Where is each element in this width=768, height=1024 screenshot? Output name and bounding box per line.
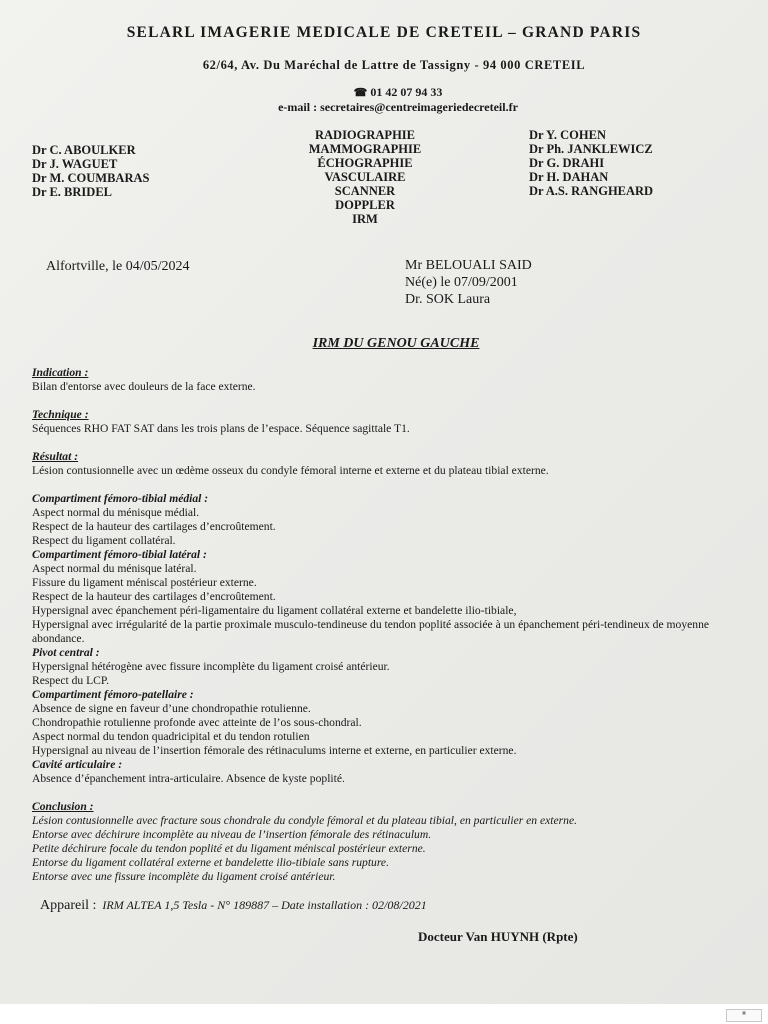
- specialty: ÉCHOGRAPHIE: [317, 156, 413, 170]
- doctor-name: Dr Ph. JANKLEWICZ: [529, 142, 653, 156]
- finding-line: Respect du ligament collatéral.: [32, 534, 176, 547]
- clinic-address: 62/64, Av. Du Maréchal de Lattre de Tassigny - 94 000 CRETEIL: [202, 58, 586, 72]
- section-title: Compartiment fémoro-tibial médial :: [32, 492, 209, 505]
- conclusion-heading: Conclusion :: [32, 800, 94, 813]
- section-title: Pivot central :: [32, 646, 100, 659]
- place-date: Alfortville, le 04/05/2024: [46, 259, 190, 274]
- doctor-name: Dr M. COUMBARAS: [32, 171, 150, 185]
- finding-line: Hypersignal avec irrégularité de la partie proximale musculo-tendineuse du tendon poplité associée à un épanchement péri-tendineux de moyenne abondance.: [32, 618, 710, 645]
- specialties-list: [300, 128, 430, 226]
- specialty: IRM: [352, 212, 378, 226]
- indication-text: Bilan d'entorse avec douleurs de la face externe.: [32, 380, 256, 393]
- result-text: Lésion contusionnelle avec un œdème osseux du condyle fémoral interne et externe et du plateau tibial externe.: [32, 464, 549, 477]
- finding-line: Aspect normal du ménisque latéral.: [32, 562, 197, 575]
- device-label: Appareil :: [40, 898, 97, 913]
- clinic-phone: [0, 85, 768, 100]
- finding-line: Aspect normal du ménisque médial.: [32, 506, 200, 519]
- doctor-name: Dr H. DAHAN: [529, 170, 609, 184]
- doctor-name: Dr Y. COHEN: [529, 128, 606, 142]
- doctor-name: Dr A.S. RANGHEARD: [529, 184, 654, 198]
- finding-line: Hypersignal au niveau de l’insertion fémorale des rétinaculums interne et externe, en particulier externe.: [32, 744, 517, 757]
- specialty: DOPPLER: [335, 198, 395, 212]
- patient-dob: Né(e) le 07/09/2001: [405, 275, 518, 290]
- doctor-name: Dr G. DRAHI: [529, 156, 605, 170]
- conclusion-line: Entorse avec une fissure incomplète du ligament croisé antérieur.: [32, 870, 336, 883]
- referring-doctor: Dr. SOK Laura: [405, 292, 491, 307]
- finding-line: Fissure du ligament méniscal postérieur externe.: [32, 576, 257, 589]
- conclusion-line: Lésion contusionnelle avec fracture sous chondrale du condyle fémoral et du plateau tibial, en particulier en externe.: [32, 814, 578, 827]
- doctor-name: Dr J. WAGUET: [32, 157, 118, 171]
- specialty: VASCULAIRE: [324, 170, 406, 184]
- clinic-email: e-mail : secretaires@centreimageriedecreteil.fr: [278, 100, 518, 114]
- device-value: IRM ALTEA 1,5 Tesla - N° 189887 – Date installation : 02/08/2021: [102, 898, 427, 912]
- section-title: Compartiment fémoro-tibial latéral :: [32, 548, 207, 561]
- finding-line: Respect du LCP.: [32, 674, 109, 687]
- finding-line: Chondropathie rotulienne profonde avec atteinte de l’os sous-chondral.: [32, 716, 362, 729]
- report-body: [32, 366, 752, 884]
- doctor-name: Dr E. BRIDEL: [32, 185, 112, 199]
- finding-line: Respect de la hauteur des cartilages d’encroûtement.: [32, 590, 276, 603]
- section-title: Cavité articulaire :: [32, 758, 123, 771]
- indication-heading: Indication :: [32, 366, 89, 379]
- technique-text: Séquences RHO FAT SAT dans les trois plans de l’espace. Séquence sagittale T1.: [32, 422, 410, 435]
- patient-block: [405, 257, 532, 308]
- scanner-app-logo: ▦: [726, 1009, 762, 1022]
- doctors-right-list: [529, 128, 653, 198]
- section-title: Compartiment fémoro-patellaire :: [32, 688, 194, 701]
- device-info: [40, 897, 427, 914]
- finding-line: Hypersignal avec épanchement péri-ligamentaire du ligament collatéral externe et bandelette ilio-tibiale,: [32, 604, 517, 617]
- clinic-name: SELARL IMAGERIE MEDICALE DE CRETEIL – GRAND PARIS: [126, 24, 642, 41]
- specialty: SCANNER: [334, 184, 396, 198]
- doctors-left-list: [32, 143, 149, 199]
- specialty: RADIOGRAPHIE: [314, 128, 415, 142]
- conclusion-line: Entorse avec déchirure incomplète au niveau de l’insertion fémorale des rétinaculum.: [32, 828, 432, 841]
- specialty: MAMMOGRAPHIE: [308, 142, 422, 156]
- technique-heading: Technique :: [32, 408, 89, 421]
- phone-number: 01 42 07 94 33: [370, 85, 443, 99]
- phone-icon: ☎: [353, 87, 368, 99]
- patient-name: Mr BELOUALI SAID: [405, 258, 532, 273]
- report-title: IRM DU GENOU GAUCHE: [312, 336, 480, 351]
- finding-line: Respect de la hauteur des cartilages d’encroûtement.: [32, 520, 276, 533]
- finding-line: Absence de signe en faveur d’une chondropathie rotulienne.: [32, 702, 311, 715]
- finding-line: Aspect normal du tendon quadricipital et du tendon rotulien: [32, 730, 310, 743]
- result-heading: Résultat :: [32, 450, 79, 463]
- finding-line: Hypersignal hétérogène avec fissure incomplète du ligament croisé antérieur.: [32, 660, 390, 673]
- conclusion-line: Entorse du ligament collatéral externe et bandelette ilio-tibiale sans rupture.: [32, 856, 389, 869]
- doctor-name: Dr C. ABOULKER: [32, 143, 136, 157]
- finding-line: Absence d’épanchement intra-articulaire. Absence de kyste poplité.: [32, 772, 345, 785]
- conclusion-line: Petite déchirure focale du tendon poplité et du ligament méniscal postérieur externe.: [32, 842, 426, 855]
- signature: Docteur Van HUYNH (Rpte): [418, 929, 578, 944]
